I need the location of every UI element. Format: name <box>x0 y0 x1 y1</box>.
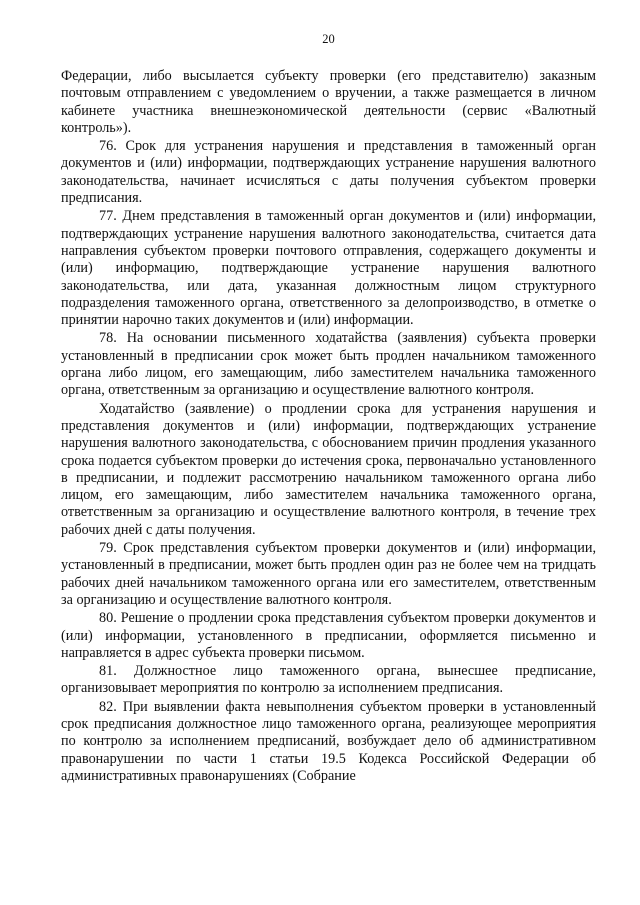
paragraph-78: 78. На основании письменного ходатайства (заявления) субъекта проверки установленный в предписании срок может быть продлен начальником таможенного органа либо лицом, его замещающим, либо заместителем начальника таможенного органа, ответственным за организацию и осуществление валютного контроля. <box>61 330 596 399</box>
paragraph-80: 80. Решение о продлении срока представления субъектом проверки документов и (или) информации, установленного в предписании, оформляется письменно и направляется в адрес субъекта проверки письмом. <box>61 610 596 661</box>
paragraph-82: 82. При выявлении факта невыполнения субъектом проверки в установленный срок предписания должностное лицо таможенного органа, реализующее мероприятия по контролю за исполнением предписаний, возбуждает дело об административном правонарушении по части 1 статьи 19.5 Кодекса Российской Федерации об административных правонарушениях (Собрание <box>61 698 596 784</box>
document-page <box>61 32 596 892</box>
page-number: 20 <box>322 32 335 46</box>
document-body <box>61 68 596 786</box>
paragraph-81: 81. Должностное лицо таможенного органа, вынесшее предписание, организовывает мероприятия по контролю за исполнением предписания. <box>61 663 596 697</box>
paragraph-76: 76. Срок для устранения нарушения и представления в таможенный орган документов и (или) информации, подтверждающих устранение нарушения валютного законодательства, начинает исчисляться с даты получения субъектом проверки предписания. <box>61 138 596 207</box>
paragraph-79: 79. Срок представления субъектом проверки документов и (или) информации, установленный в предписании, может быть продлен один раз не более чем на тридцать рабочих дней начальником таможенного органа или его заместителем, ответственным за организацию и осуществление валютного контроля. <box>61 540 596 608</box>
paragraph-78-petition: Ходатайство (заявление) о продлении срока для устранения нарушения и представления документов и (или) информации, подтверждающих устранение нарушения валютного законодательства, с обоснованием причин продления указанного срока подается субъектом проверки до истечения срока, первоначально установленного в предписании, и подлежит рассмотрению начальником таможенного органа либо лицом, его замещающим, либо заместителем начальника таможенного органа, ответственным за организацию и осуществление валютного контроля, в течение трех рабочих дней с даты получения. <box>61 400 596 538</box>
paragraph-continuation: Федерации, либо высылается субъекту проверки (его представителю) заказным почтовым отправлением с уведомлением о вручении, а также размещается в личном кабинете участника внешнеэкономической деятельности (сервис «Валютный контроль»). <box>61 68 596 136</box>
paragraph-77: 77. Днем представления в таможенный орган документов и (или) информации, подтверждающих устранение нарушения валютного законодательства, считается дата направления субъектом проверки почтового отправления, содержащего документы и (или) информацию, подтверждающие устранение нарушения валютного законодательства, или дата, указанная должностным лицом структурного подразделения таможенного органа, ответственного за делопроизводство, в отметке о принятии нарочно таких документов и (или) информации. <box>61 208 596 329</box>
